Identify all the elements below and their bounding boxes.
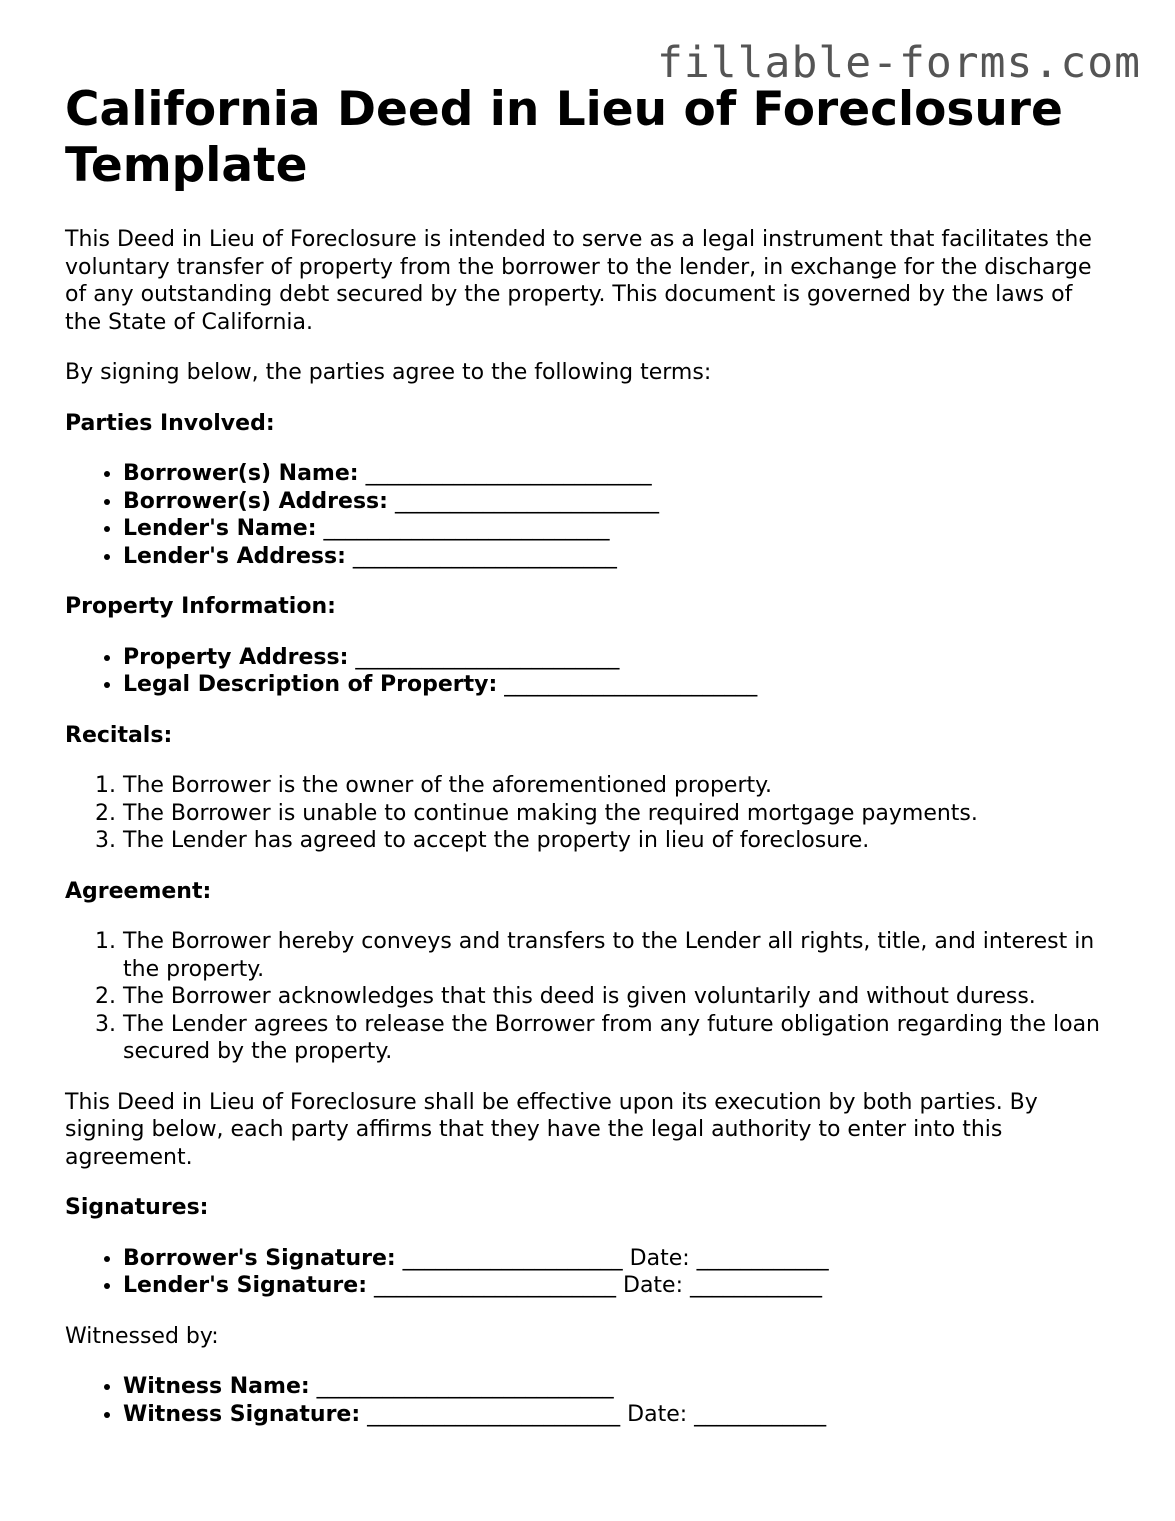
borrower-name-blank[interactable]: __________________________ (365, 461, 652, 486)
field-label: Witness Signature: (123, 1401, 361, 1427)
recitals-heading: Recitals: (65, 722, 173, 748)
list-item (123, 671, 1115, 699)
list-item (123, 1401, 1115, 1429)
field-label: Borrower(s) Name: (123, 461, 359, 486)
field-label: Borrower(s) Address: (123, 488, 388, 514)
date-label: Date: (627, 1401, 688, 1427)
lender-address-blank[interactable]: ________________________ (352, 543, 617, 569)
list-item: 2. The Borrower acknowledges that this deed is given voluntarily and without duress. (123, 983, 1115, 1011)
field-label: Lender's Signature: (123, 1273, 367, 1298)
agreement-list (65, 928, 1115, 1066)
field-label: Lender's Address: (123, 543, 346, 569)
list-item (123, 460, 1115, 488)
list-item (123, 1373, 1115, 1401)
list-item: 3. The Lender has agreed to accept the property in lieu of foreclosure. (123, 827, 1115, 855)
field-label: Property Address: (123, 644, 349, 670)
witnessed-by: Witnessed by: (65, 1323, 219, 1349)
list-item (123, 515, 1115, 543)
borrower-date-blank[interactable]: ____________ (696, 1245, 829, 1271)
date-label: Date: (629, 1245, 690, 1271)
parties-list (65, 460, 1115, 570)
list-item: 1. The Borrower hereby conveys and transfers to the Lender all rights, title, and interest in the property. (123, 928, 1115, 983)
witness-name-blank[interactable]: ___________________________ (316, 1374, 614, 1399)
list-item (123, 1245, 1115, 1273)
effective-paragraph: This Deed in Lieu of Foreclosure shall be effective upon its execution by both parties. By signing below, each party affirms that they have the legal authority to enter into this agreement. (65, 1089, 1038, 1170)
watermark: fillable-forms.com (657, 38, 1141, 88)
signatures-heading: Signatures: (65, 1195, 209, 1220)
agreement-heading: Agreement: (65, 878, 212, 904)
list-item (123, 543, 1115, 571)
witness-list (65, 1373, 1115, 1428)
document-page (65, 82, 1115, 1451)
field-label: Borrower's Signature: (123, 1245, 396, 1271)
borrower-address-blank[interactable]: ________________________ (394, 488, 659, 514)
witness-signature-blank[interactable]: _______________________ (367, 1401, 621, 1427)
witness-date-blank[interactable]: ____________ (694, 1401, 827, 1427)
list-item (123, 644, 1115, 672)
page-title: California Deed in Lieu of Foreclosure Template (65, 82, 1063, 193)
field-label: Legal Description of Property: (123, 672, 498, 697)
field-label: Witness Name: (123, 1374, 310, 1399)
list-item (123, 488, 1115, 516)
parties-heading: Parties Involved: (65, 410, 275, 436)
lender-name-blank[interactable]: __________________________ (323, 516, 610, 541)
signatures-list (65, 1245, 1115, 1300)
property-address-blank[interactable]: ________________________ (355, 644, 620, 670)
date-label: Date: (623, 1273, 683, 1298)
lender-signature-blank[interactable]: ______________________ (374, 1273, 616, 1298)
legal-description-blank[interactable]: _______________________ (504, 672, 758, 697)
intro-paragraph: This Deed in Lieu of Foreclosure is intended to serve as a legal instrument that facilitates the voluntary transfer of property from the borrower to the lender, in exchange for the discharge of any outstanding debt secured by the property. This document is governed by the laws of the State of California. (65, 227, 1092, 335)
property-heading: Property Information: (65, 594, 336, 619)
recitals-list (65, 772, 1115, 855)
field-label: Lender's Name: (123, 516, 317, 541)
list-item: 1. The Borrower is the owner of the aforementioned property. (123, 772, 1115, 800)
list-item: 2. The Borrower is unable to continue making the required mortgage payments. (123, 800, 1115, 828)
property-list (65, 644, 1115, 699)
agree-line: By signing below, the parties agree to the following terms: (65, 360, 712, 385)
list-item: 3. The Lender agrees to release the Borrower from any future obligation regarding the loan secured by the property. (123, 1011, 1115, 1066)
borrower-signature-blank[interactable]: ____________________ (402, 1245, 623, 1271)
list-item (123, 1272, 1115, 1300)
lender-date-blank[interactable]: ____________ (690, 1273, 822, 1298)
